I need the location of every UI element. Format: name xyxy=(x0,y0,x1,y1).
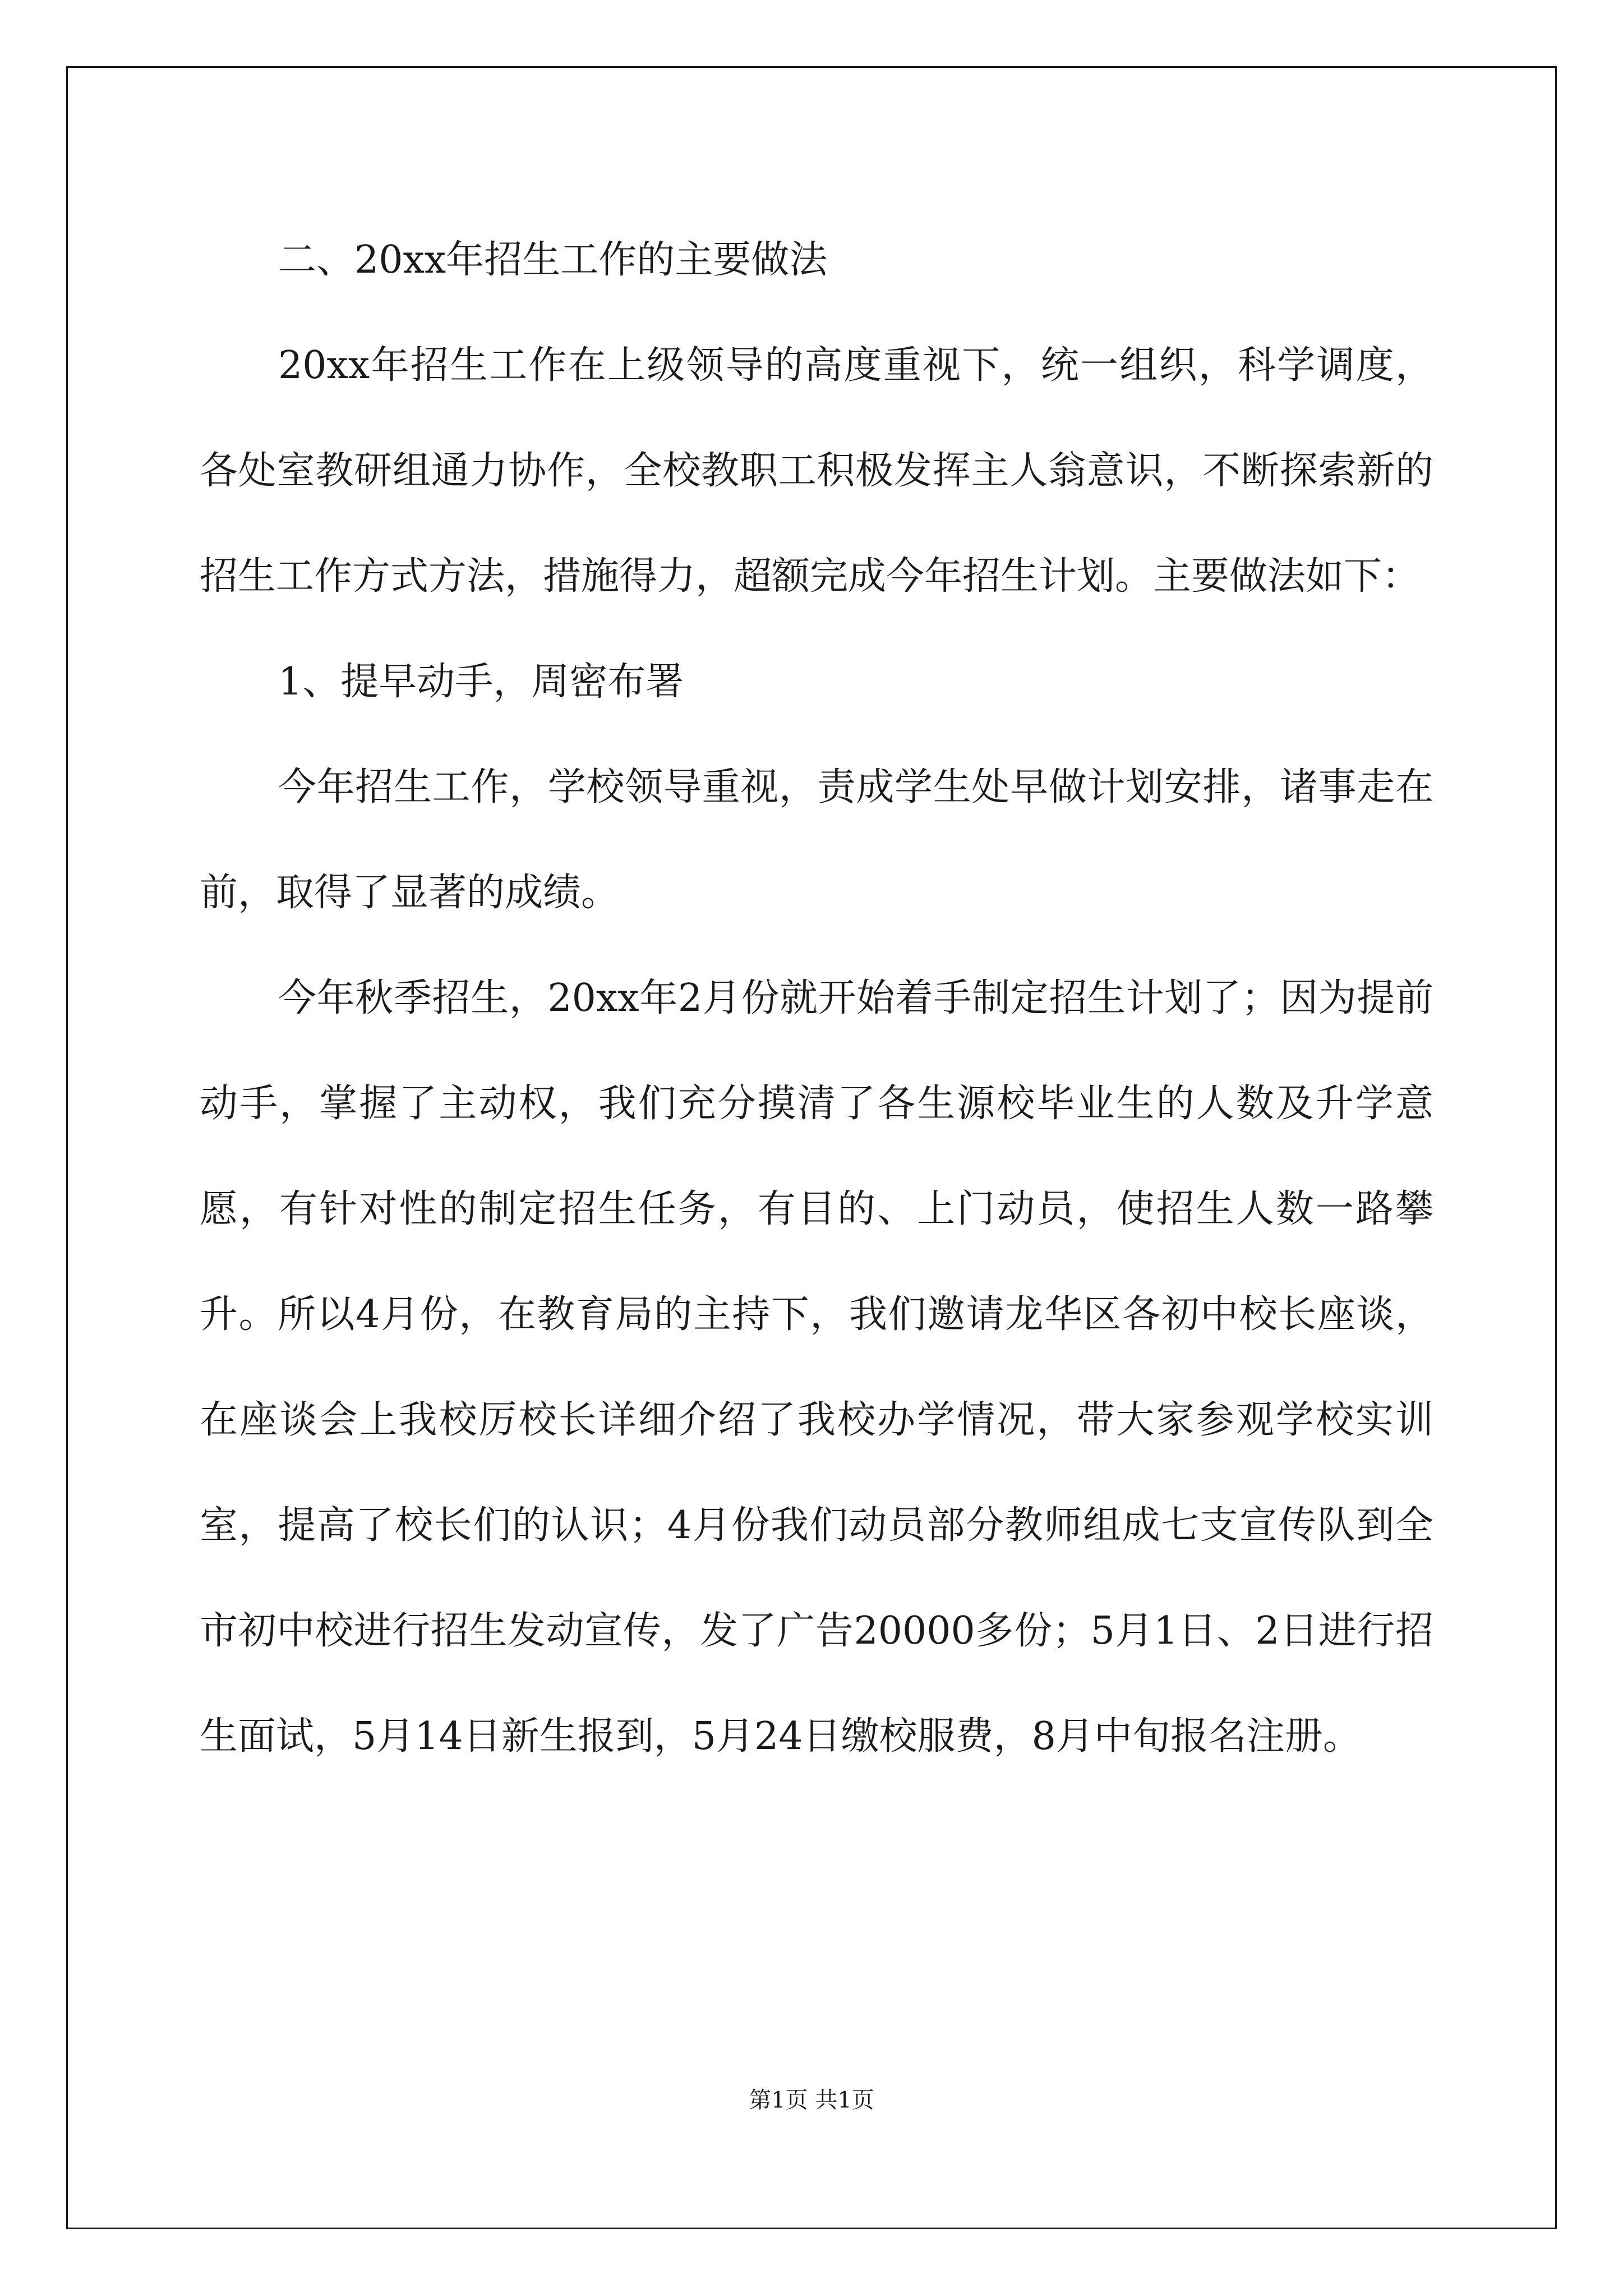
page-footer: 第1页 共1页 xyxy=(749,2087,874,2113)
body-paragraph: 今年招生工作，学校领导重视，责成学生处早做计划安排，诸事走在前，取得了显著的成绩。 xyxy=(200,765,1433,915)
intro-paragraph: 20xx年招生工作在上级领导的高度重视下，统一组织，科学调度，各处室教研组通力协作，全校教职工积极发挥主人翁意识，不断探索新的招生工作方式方法，措施得力，超额完成今年招生计划。主要做法如下： xyxy=(200,343,1433,599)
section-heading: 二、20xx年招生工作的主要做法 xyxy=(278,238,828,282)
subsection-heading: 1、提早动手，周密布署 xyxy=(278,660,684,704)
body-paragraph: 今年秋季招生，20xx年2月份就开始着手制定招生计划了；因为提前动手，掌握了主动权，我们充分摸清了各生源校毕业生的人数及升学意愿，有针对性的制定招生任务，有目的、上门动员，使招生人数一路攀升。所以4月份，在教育局的主持下，我们邀请龙华区各初中校长座谈，在座谈会上我校厉校长详细介绍了我校办学情况，带大家参观学校实训室，提高了校长们的认识；4月份我们动员部分教师组成七支宣传队到全市初中校进行招生发动宣传，发了广告20000多份；5月1日、2日进行招生面试，5月14日新生报到，5月24日缴校服费，8月中旬报名注册。 xyxy=(200,976,1433,1759)
document-body xyxy=(200,208,1433,1789)
